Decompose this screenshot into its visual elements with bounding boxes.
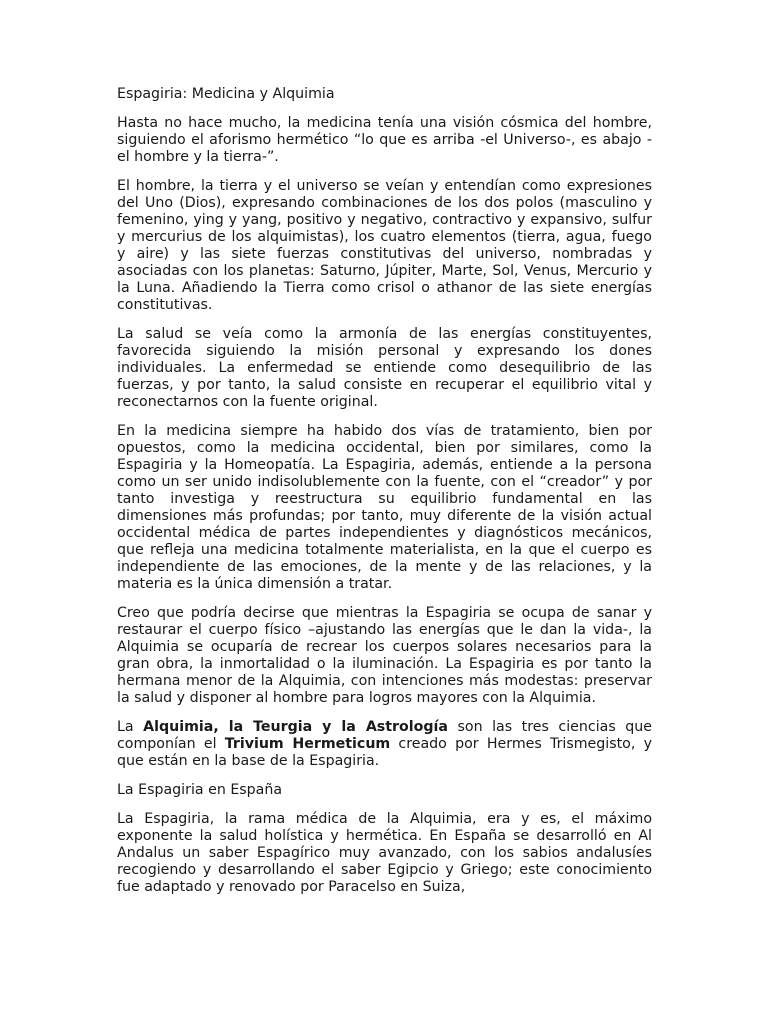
paragraph-2: El hombre, la tierra y el universo se veían y entendían como expresiones del Uno (Dios), expresando combinaciones de los dos polos (masculino y femenino, ying y yang, positivo y negativo, contractivo y expansivo, sulfur y mercurius de los alquimistas), los cuatro elementos (tierra, agua, fuego y aire) y las siete fuerzas constitutivas del universo, nombradas y asociadas con los planetas: Saturno, Júpiter, Marte, Sol, Venus, Mercurio y la Luna. Añadiendo la Tierra como crisol o athanor de las siete energías constitutivas.: [117, 178, 652, 313]
paragraph-6: [117, 719, 652, 770]
paragraph-6-mid: son las tres ciencias que componían el: [117, 719, 652, 752]
paragraph-6-post: creado por Hermes Trismegisto, y que están en la base de la Espagiria.: [117, 736, 652, 769]
section-subtitle: La Espagiria en España: [117, 782, 283, 798]
paragraph-5: Creo que podría decirse que mientras la Espagiria se ocupa de sanar y restaurar el cuerpo físico –ajustando las energías que le dan la vida-, la Alquimia se ocuparía de recrear los cuerpos solares necesarios para la gran obra, la inmortalidad o la iluminación. La Espagiria es por tanto la hermana menor de la Alquimia, con intenciones más modestas: preservar la salud y disponer al hombre para logros mayores con la Alquimia.: [117, 605, 652, 706]
document-page: [117, 86, 652, 896]
paragraph-3: La salud se veía como la armonía de las energías constituyentes, favorecida siguiendo la misión personal y expresando los dones individuales. La enfermedad se entiende como desequilibrio de las fuerzas, y por tanto, la salud consiste en recuperar el equilibrio vital y reconectarnos con la fuente original.: [117, 326, 652, 410]
paragraph-6-bold-trivium: Trivium Hermeticum: [224, 736, 391, 752]
paragraph-6-bold-sciences: Alquimia, la Teurgia y la Astrología: [143, 719, 448, 735]
paragraph-4: En la medicina siempre ha habido dos vías de tratamiento, bien por opuestos, como la medicina occidental, bien por similares, como la Espagiria y la Homeopatía. La Espagiria, además, entiende a la persona como un ser unido indisolublemente con la fuente, con el “creador” y por tanto investiga y reestructura su equilibrio fundamental en las dimensiones más profundas; por tanto, muy diferente de la visión actual occidental médica de partes independientes y diagnósticos mecánicos, que refleja una medicina totalmente materialista, en la que el cuerpo es independiente de las emociones, de la mente y de las relaciones, y la materia es la única dimensión a tratar.: [117, 423, 652, 592]
paragraph-7: La Espagiria, la rama médica de la Alquimia, era y es, el máximo exponente la salud holística y hermética. En España se desarrolló en Al Andalus un saber Espagírico muy avanzado, con los sabios andalusíes recogiendo y desarrollando el saber Egipcio y Griego; este conocimiento fue adaptado y renovado por Paracelso en Suiza,: [117, 811, 652, 895]
paragraph-6-pre: La: [117, 719, 144, 735]
paragraph-1: Hasta no hace mucho, la medicina tenía una visión cósmica del hombre, siguiendo el aforismo hermético “lo que es arriba -el Universo-, es abajo -el hombre y la tierra-”.: [117, 115, 652, 165]
document-title: Espagiria: Medicina y Alquimia: [117, 86, 335, 102]
